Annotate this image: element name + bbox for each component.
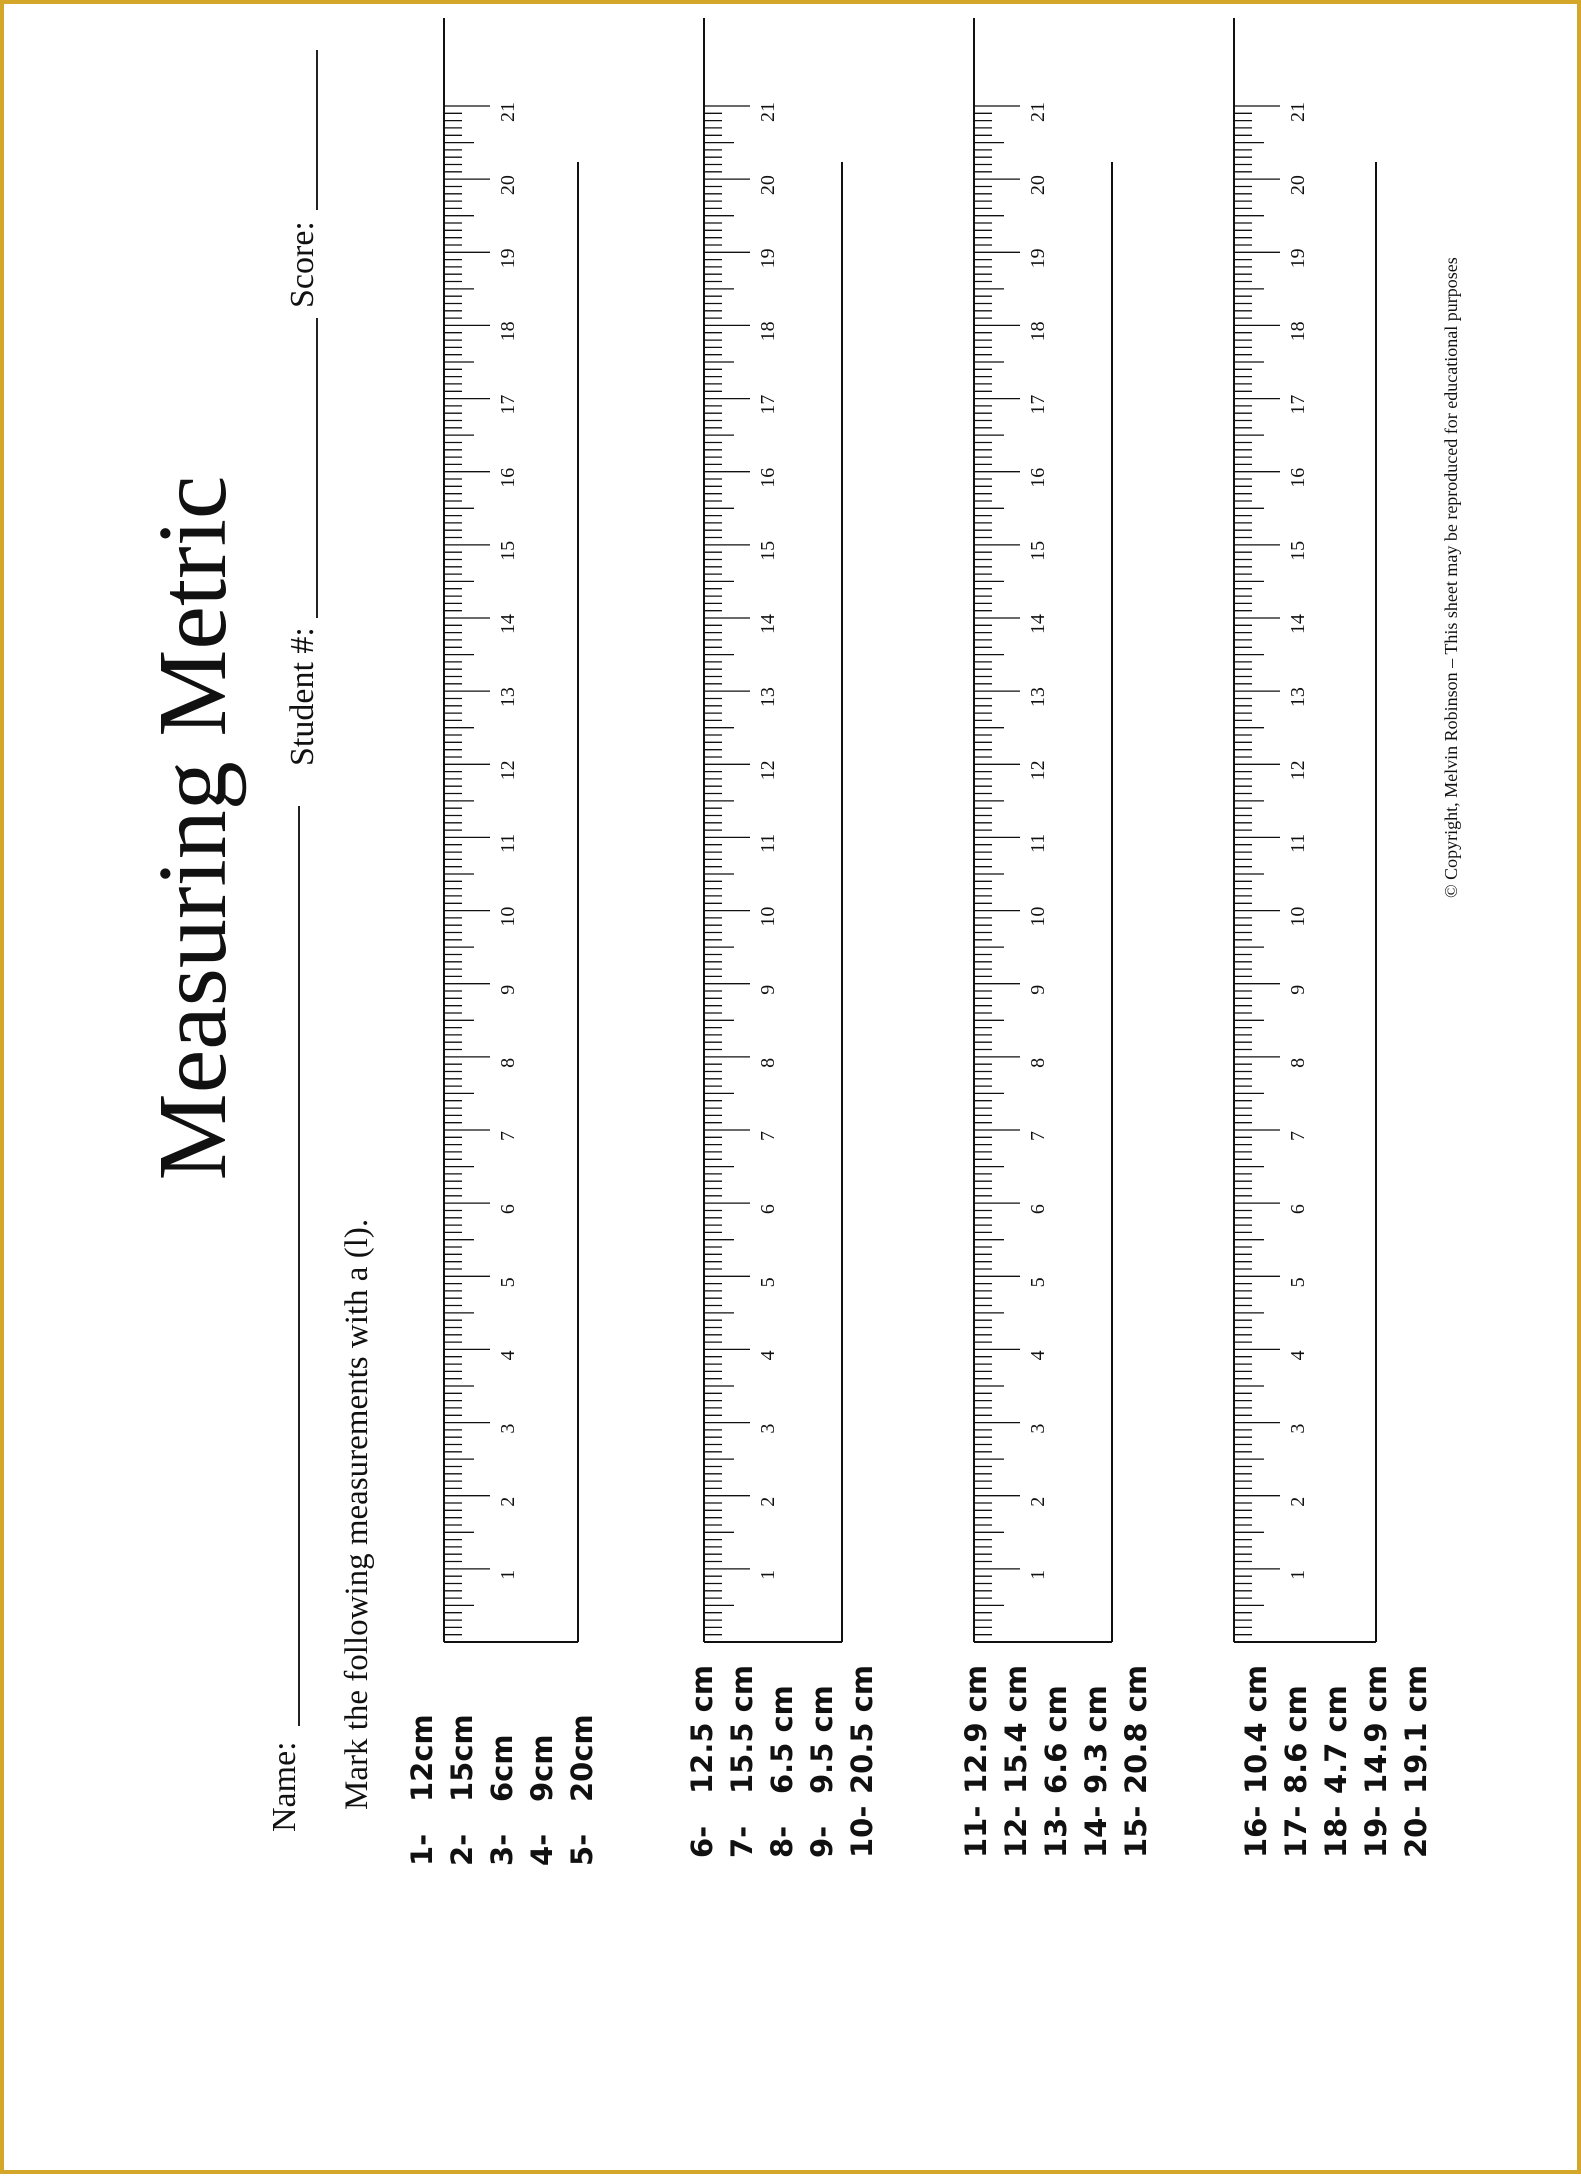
list-item: 12-15.4 cm (999, 1664, 1033, 1858)
ruler-tick-label: 3 (1027, 1423, 1049, 1434)
ruler-tick-label: 15 (1027, 540, 1049, 561)
copyright-note: © Copyright, Melvin Robinson – This sheet may be reproduced for educational purposes (1441, 257, 1461, 898)
ruler-tick-label: 16 (757, 467, 779, 488)
ruler-tick-label: 7 (1027, 1131, 1049, 1141)
list-item: 19-14.9 cm (1359, 1664, 1393, 1858)
metric-ruler (444, 18, 578, 1642)
ruler-tick-label: 7 (1287, 1131, 1309, 1141)
list-item: 15-20.8 cm (1119, 1664, 1153, 1858)
ruler-tick-label: 2 (757, 1496, 779, 1507)
ruler-tick-label: 17 (1027, 394, 1049, 415)
list-item: 5-20cm (565, 1714, 599, 1866)
ruler-tick-label: 9 (1287, 984, 1309, 995)
ruler-tick-label: 1 (1287, 1569, 1309, 1580)
ruler-tick-label: 2 (497, 1496, 519, 1507)
ruler-tick-label: 15 (497, 540, 519, 561)
ruler-tick-label: 11 (1287, 833, 1309, 854)
ruler-tick-label: 14 (497, 614, 519, 634)
ruler-tick-label: 17 (1287, 394, 1309, 415)
ruler-tick-label: 19 (1027, 248, 1049, 269)
ruler-tick-label: 8 (757, 1057, 779, 1068)
ruler-tick-label: 8 (1287, 1057, 1309, 1068)
rulers-layer (4, 4, 1581, 2178)
list-item: 7-15.5 cm (725, 1664, 759, 1858)
ruler-tick-label: 9 (497, 984, 519, 995)
ruler-tick-label: 1 (1027, 1569, 1049, 1580)
ruler-tick-label: 14 (757, 614, 779, 634)
ruler-tick-label: 7 (497, 1131, 519, 1141)
ruler-tick-label: 5 (757, 1277, 779, 1288)
ruler-tick-label: 11 (497, 833, 519, 854)
ruler-tick-label: 17 (757, 394, 779, 415)
instructions: Mark the following measurements with a (l). (339, 1218, 375, 1810)
list-item: 6-12.5 cm (685, 1664, 719, 1858)
ruler-tick-label: 17 (497, 394, 519, 415)
ruler-tick-label: 4 (757, 1350, 779, 1361)
ruler-tick-label: 13 (497, 687, 519, 708)
ruler-tick-label: 21 (1287, 102, 1309, 122)
ruler-tick-label: 19 (757, 248, 779, 269)
ruler-tick-label: 16 (1287, 467, 1309, 488)
ruler-tick-label: 13 (1027, 687, 1049, 708)
score-label: Score: (284, 221, 321, 308)
ruler-tick-label: 18 (757, 321, 779, 342)
metric-ruler (704, 18, 842, 1642)
rotated-sheet (4, 4, 1581, 2178)
ruler-tick-label: 14 (1287, 614, 1309, 634)
ruler-tick-label: 7 (757, 1131, 779, 1141)
ruler-tick-label: 20 (1027, 175, 1049, 196)
list-item: 8-6.5 cm (765, 1685, 799, 1858)
ruler-tick-label: 15 (1287, 540, 1309, 561)
ruler-tick-label: 6 (497, 1204, 519, 1215)
ruler-tick-label: 20 (1287, 175, 1309, 196)
ruler-tick-label: 3 (1287, 1423, 1309, 1434)
list-item: 14-9.3 cm (1079, 1685, 1113, 1858)
ruler-tick-label: 10 (1027, 906, 1049, 927)
ruler-tick-label: 21 (497, 102, 519, 122)
ruler-tick-label: 16 (1027, 467, 1049, 488)
name-label: Name: (266, 1741, 303, 1832)
list-item: 10-20.5 cm (845, 1664, 879, 1858)
ruler-tick-label: 11 (757, 833, 779, 854)
ruler-tick-label: 2 (1287, 1496, 1309, 1507)
ruler-tick-label: 1 (497, 1569, 519, 1580)
ruler-tick-label: 18 (497, 321, 519, 342)
ruler-tick-label: 8 (1027, 1057, 1049, 1068)
list-item: 1-12cm (405, 1714, 439, 1866)
list-item: 9-9.5 cm (805, 1685, 839, 1858)
ruler-tick-label: 8 (497, 1057, 519, 1068)
ruler-tick-label: 6 (1027, 1204, 1049, 1215)
page-title: Measuring Metric (139, 475, 247, 1181)
metric-ruler (974, 18, 1112, 1642)
metric-ruler (1234, 18, 1376, 1642)
ruler-tick-label: 20 (757, 175, 779, 196)
ruler-tick-label: 5 (1287, 1277, 1309, 1288)
ruler-tick-label: 6 (757, 1204, 779, 1215)
ruler-tick-label: 12 (757, 760, 779, 781)
ruler-tick-label: 3 (497, 1423, 519, 1434)
ruler-tick-label: 18 (1027, 321, 1049, 342)
ruler-tick-label: 4 (1027, 1350, 1049, 1361)
ruler-tick-label: 20 (497, 175, 519, 196)
list-item: 4-9cm (525, 1734, 559, 1866)
ruler-tick-label: 12 (1287, 760, 1309, 781)
ruler-tick-label: 5 (497, 1277, 519, 1288)
ruler-tick-label: 6 (1287, 1204, 1309, 1215)
ruler-tick-label: 21 (1027, 102, 1049, 122)
ruler-tick-label: 19 (497, 248, 519, 269)
ruler-tick-label: 10 (497, 906, 519, 927)
ruler-tick-label: 12 (497, 760, 519, 781)
ruler-tick-label: 11 (1027, 833, 1049, 854)
ruler-tick-label: 10 (1287, 906, 1309, 927)
list-item: 18-4.7 cm (1319, 1685, 1353, 1858)
list-item: 11-12.9 cm (959, 1664, 993, 1858)
list-item: 2-15cm (445, 1714, 479, 1866)
list-item: 16-10.4 cm (1239, 1664, 1273, 1858)
ruler-tick-label: 13 (757, 687, 779, 708)
ruler-tick-label: 5 (1027, 1277, 1049, 1288)
ruler-tick-label: 4 (1287, 1350, 1309, 1361)
list-item: 3-6cm (485, 1734, 519, 1866)
ruler-tick-label: 16 (497, 467, 519, 488)
ruler-tick-label: 12 (1027, 760, 1049, 781)
student-number-label: Student #: (284, 627, 321, 766)
list-item: 13-6.6 cm (1039, 1685, 1073, 1858)
ruler-tick-label: 13 (1287, 687, 1309, 708)
ruler-tick-label: 9 (757, 984, 779, 995)
ruler-tick-label: 21 (757, 102, 779, 122)
ruler-tick-label: 2 (1027, 1496, 1049, 1507)
ruler-tick-label: 10 (757, 906, 779, 927)
ruler-tick-label: 4 (497, 1350, 519, 1361)
ruler-tick-label: 14 (1027, 614, 1049, 634)
ruler-tick-label: 19 (1287, 248, 1309, 269)
ruler-tick-label: 3 (757, 1423, 779, 1434)
list-item: 20-19.1 cm (1399, 1664, 1433, 1858)
ruler-tick-label: 1 (757, 1569, 779, 1580)
ruler-tick-label: 18 (1287, 321, 1309, 342)
list-item: 17-8.6 cm (1279, 1685, 1313, 1858)
ruler-tick-label: 9 (1027, 984, 1049, 995)
ruler-tick-label: 15 (757, 540, 779, 561)
